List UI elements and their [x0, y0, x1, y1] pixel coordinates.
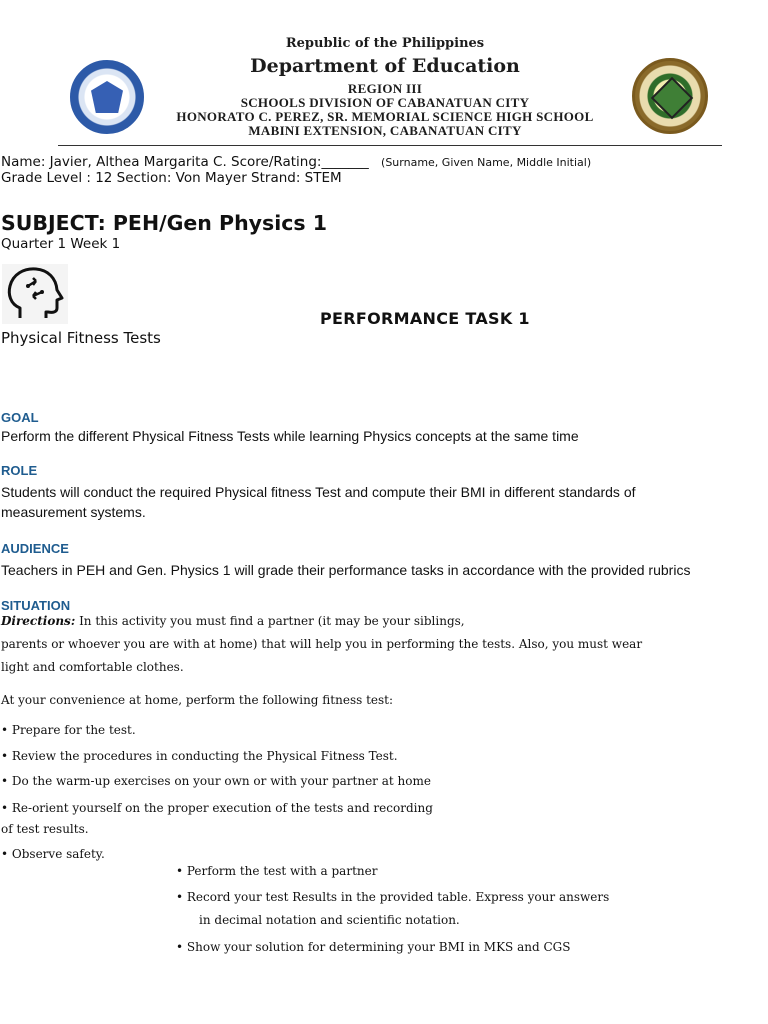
list-item: • Show your solution for determining your BMI in MKS and CGS: [176, 940, 571, 954]
role-heading: ROLE: [1, 463, 38, 478]
list-item: • Perform the test with a partner: [176, 864, 378, 878]
goal-text: Perform the different Physical Fitness Tests while learning Physics concepts at the same time: [1, 428, 579, 444]
head-gears-icon: [2, 264, 68, 324]
quarter-label: Quarter 1 Week 1: [1, 236, 121, 252]
audience-heading: AUDIENCE: [1, 541, 69, 556]
directions-line-3: light and comfortable clothes.: [1, 660, 184, 674]
list-item: • Do the warm-up exercises on your own or with your partner at home: [1, 774, 431, 788]
list-item: • Observe safety.: [1, 847, 105, 861]
directions-label: Directions:: [1, 614, 76, 628]
student-name-line: [1, 154, 591, 170]
student-name: Name: Javier, Althea Margarita C. Score/Rating:_______: [1, 154, 369, 170]
list-item: of test results.: [1, 822, 89, 836]
name-format-note: (Surname, Given Name, Middle Initial): [381, 156, 592, 169]
letterhead-republic: Republic of the Philippines: [285, 36, 485, 51]
list-item: • Review the procedures in conducting the Physical Fitness Test.: [1, 749, 398, 763]
directions-line-1: [1, 614, 465, 628]
audience-text: Teachers in PEH and Gen. Physics 1 will grade their performance tasks in accordance with the provided rubrics: [1, 562, 691, 578]
situation-heading: SITUATION: [1, 598, 71, 613]
student-grade-line: Grade Level : 12 Section: Von Mayer Strand: STEM: [1, 170, 342, 186]
topic-title: Physical Fitness Tests: [1, 329, 161, 347]
letterhead-school: HONORATO C. PEREZ, SR. MEMORIAL SCIENCE HIGH SCHOOL: [176, 109, 594, 124]
goal-heading: GOAL: [1, 410, 39, 425]
letterhead-divider: [58, 145, 722, 146]
role-text: Students will conduct the required Physical fitness Test and compute their BMI in different standards of measurement systems.: [1, 484, 636, 520]
performance-task-title: PERFORMANCE TASK 1: [320, 309, 530, 328]
list-item: in decimal notation and scientific notation.: [199, 913, 460, 927]
letterhead-address: MABINI EXTENSION, CABANATUAN CITY: [248, 123, 522, 138]
list-item: • Record your test Results in the provided table. Express your answers: [176, 890, 610, 904]
directions-line-2: parents or whoever you are with at home) that will help you in performing the tests. Also, you must wear: [1, 637, 643, 651]
letterhead-division: SCHOOLS DIVISION OF CABANATUAN CITY: [240, 95, 530, 110]
list-item: • Prepare for the test.: [1, 723, 136, 737]
subject-title: SUBJECT: PEH/Gen Physics 1: [1, 211, 328, 235]
letterhead-department: Department of Education: [250, 55, 520, 77]
directions-text-1: In this activity you must find a partner (it may be your siblings,: [75, 614, 465, 628]
letterhead-region: REGION III: [347, 81, 423, 96]
directions-intro: At your convenience at home, perform the following fitness test:: [1, 693, 394, 707]
list-item: • Re-orient yourself on the proper execution of the tests and recording: [1, 801, 433, 815]
